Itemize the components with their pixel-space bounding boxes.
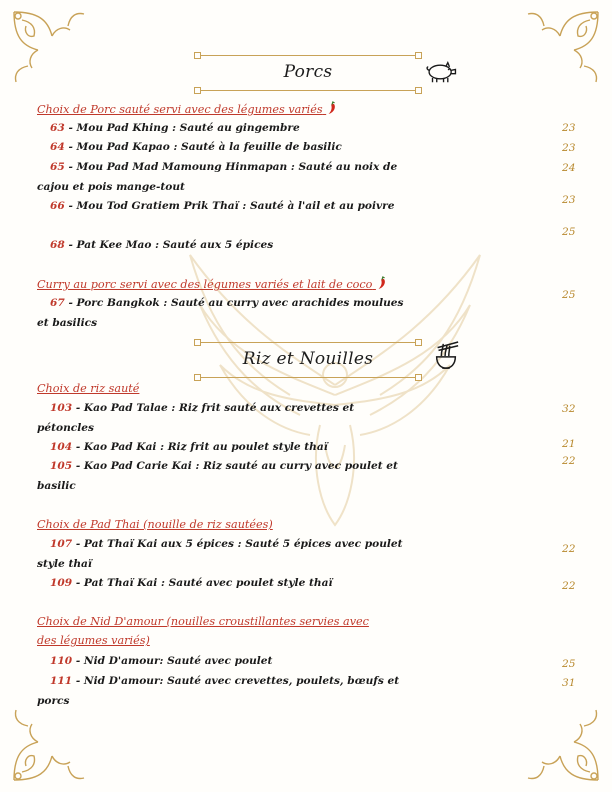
item-price: 23 [562,142,576,154]
menu-item: 66 - Mou Tod Gratiem Prik Thaï : Sauté à l'ail et au poivre [50,200,395,212]
menu-item: 65 - Mou Pad Mad Mamoung Hinmapan : Sauté au noix de cajou et pois mange-tout [37,161,398,193]
section-banner-porcs [197,53,419,93]
section-title-porcs: Porcs [283,62,333,82]
pig-icon [424,60,458,84]
menu-item: 64 - Mou Pad Kapao : Sauté à la feuille de basilic [50,141,342,153]
category-porc-saute: Choix de Porc sauté servi avec des légumes variés [37,101,338,116]
section-title-riz-nouilles: Riz et Nouilles [242,349,374,369]
item-price: 25 [562,226,576,238]
item-price: 32 [562,403,576,415]
item-price: 31 [562,677,576,689]
chili-pepper-icon [326,101,338,115]
menu-item: 107 - Pat Thaï Kai aux 5 épices : Sauté 5 épices avec poulet style thaï [37,538,403,570]
item-price: 22 [562,543,576,555]
category-riz-saute: Choix de riz sauté [37,382,140,395]
menu-item: 63 - Mou Pad Khing : Sauté au gingembre [50,122,300,134]
menu-item: 67 - Porc Bangkok : Sauté au curry avec arachides moulues et basilics [37,297,404,329]
corner-ornament-icon [524,706,604,786]
corner-ornament-icon [8,6,88,86]
item-price: 25 [562,289,576,301]
menu-item: 68 - Pat Kee Mao : Sauté aux 5 épices [50,239,274,251]
menu-item: 109 - Pat Thaï Kai : Sauté avec poulet style thaï [50,577,333,589]
noodle-bowl-icon [432,340,460,372]
category-nid-damour-line2: des légumes variés) [37,634,150,647]
corner-ornament-icon [524,6,604,86]
item-price: 23 [562,194,576,206]
menu-item: 110 - Nid D'amour: Sauté avec poulet [50,655,273,667]
category-porc-curry: Curry au porc servi avec des légumes variés et lait de coco [37,276,388,291]
item-price: 24 [562,162,576,174]
item-price: 21 [562,438,576,450]
category-pad-thai: Choix de Pad Thai (nouille de riz sautées) [37,518,273,531]
menu-item: 103 - Kao Pad Talae : Riz frit sauté aux crevettes et pétoncles [37,402,355,434]
corner-ornament-icon [8,706,88,786]
item-price: 23 [562,122,576,134]
category-nid-damour: Choix de Nid D'amour (nouilles croustillantes servies avec [37,615,369,628]
menu-item: 111 - Nid D'amour: Sauté avec crevettes, poulets, bœufs et porcs [37,675,400,707]
item-price: 22 [562,455,576,467]
item-price: 22 [562,580,576,592]
chili-pepper-icon [376,276,388,290]
menu-item: 104 - Kao Pad Kai : Riz frit au poulet style thaï [50,441,328,453]
menu-item: 105 - Kao Pad Carie Kai : Riz sauté au curry avec poulet et basilic [37,460,398,492]
section-banner-riz-nouilles [197,340,419,380]
item-price: 25 [562,658,576,670]
